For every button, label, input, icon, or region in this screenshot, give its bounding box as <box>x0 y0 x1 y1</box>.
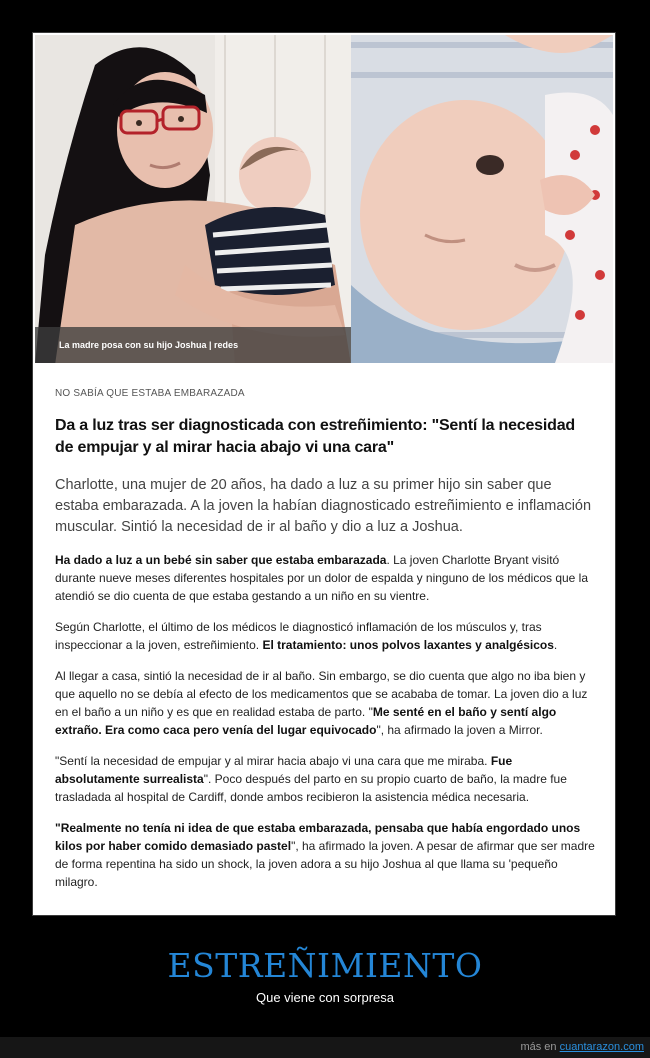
body-text: Según Charlotte, el último de los médicos le diagnosticó inflamación de los músculos y, tras inspeccionar a la joven, estreñimiento. <box>55 620 542 652</box>
bold-text: Me senté en el baño y sentí algo extraño. Era como caca pero venía del lugar equivocado <box>55 705 557 737</box>
site-link[interactable]: cuantarazon.com <box>559 1041 644 1053</box>
body-text: Al llegar a casa, sintió la necesidad de ir al baño. Sin embargo, se dio cuenta que algo no iba bien y que aquello no se debía al efecto de los medicamentos que se acababa de tomar. La joven dio a luz en el baño a un niño y es que en realidad estaba de parto. " <box>55 669 588 719</box>
news-article <box>55 385 595 891</box>
post-title: ESTREÑIMIENTO <box>167 946 483 985</box>
article-paragraph-5 <box>55 819 595 891</box>
post-subtitle: Que viene con sorpresa <box>255 990 395 1005</box>
article-kicker: NO SABÍA QUE ESTABA EMBARAZADA <box>55 388 245 399</box>
article-lead: Charlotte, una mujer de 20 años, ha dado a luz a su primer hijo sin saber que estaba embarazada. A la joven la habían diagnosticado estreñimiento e inflamación muscular. Sintió la necesidad de ir al baño y dio a luz a Joshua. <box>55 477 592 535</box>
photo-caption: La madre posa con su hijo Joshua | redes <box>35 327 351 363</box>
footer-prefix: más en <box>520 1041 557 1053</box>
post-image-frame <box>32 32 616 916</box>
body-text: ", ha afirmado la joven a Mirror. <box>376 723 543 737</box>
bold-text: El tratamiento: unos polvos laxantes y analgésicos <box>262 638 554 652</box>
article-paragraph-3 <box>55 667 595 739</box>
article-paragraph-2 <box>55 618 595 654</box>
body-text: . La joven Charlotte Bryant visitó durante nueve meses diferentes hospitales por un dolor de espalda y ninguno de los médicos que la atendió se dio cuenta de que estaba gestando a un niño en su vientre. <box>55 553 589 603</box>
photo-collage <box>35 35 613 363</box>
article-paragraph-4 <box>55 752 595 806</box>
bold-text: Ha dado a luz a un bebé sin saber que estaba embarazada <box>55 553 387 567</box>
photo-illustration <box>35 35 613 363</box>
article-headline: Da a luz tras ser diagnosticada con estreñimiento: "Sentí la necesidad de empujar y al mirar hacia abajo vi una cara" <box>55 417 575 456</box>
body-text: ", ha afirmado la joven. A pesar de afirmar que ser madre de forma repentina ha sido un shock, la joven adora a su hijo Joshua al que llama su 'pequeño milagro. <box>55 839 595 889</box>
footer-credit <box>520 1041 644 1053</box>
body-text: ". Poco después del parto en su propio cuarto de baño, la madre fue trasladada al hospital de Cardiff, donde ambos recibieron la asistencia médica necesaria. <box>55 772 567 804</box>
bold-text: "Realmente no tenía ni idea de que estaba embarazada, pensaba que había engordado unos kilos por haber comido demasiado pastel <box>55 821 581 853</box>
body-text: "Sentí la necesidad de empujar y al mirar hacia abajo vi una cara que me miraba. <box>55 754 491 768</box>
article-paragraph-1 <box>55 551 595 605</box>
site-footer <box>0 1037 650 1058</box>
body-text: . <box>553 638 558 652</box>
bold-text: Fue absolutamente surrealista <box>55 754 513 786</box>
